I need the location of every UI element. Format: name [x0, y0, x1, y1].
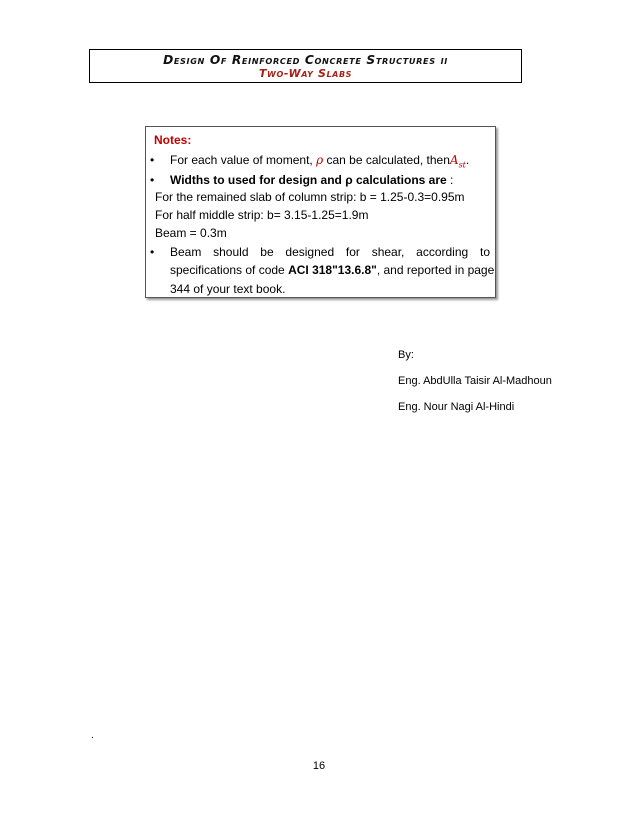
- signature-block: [398, 345, 552, 423]
- stray-dot: .: [91, 730, 94, 741]
- author-name: Eng. AbdUlla Taisir Al-Madhoun: [398, 375, 552, 387]
- bullet-icon: •: [150, 173, 155, 187]
- author-name: Eng. Nour Nagi Al-Hindi: [398, 401, 515, 413]
- widths-heading: Widths to used for design and ρ calculations are: [170, 173, 447, 187]
- bullet-icon: •: [150, 245, 155, 259]
- signature-by: By:: [398, 349, 414, 361]
- rho-symbol: ρ: [316, 153, 324, 167]
- note-text: For each value of moment,: [170, 153, 313, 167]
- header-title: Design Of Reinforced Concrete Structures ii: [163, 53, 448, 67]
- notes-box: Notes: • For each value of moment, ρ can be calculated, thenA$_{st}$. • Widths to used for design and ρ calculations are : For the remained slab of column strip: b = 1.25-0.3=0.95m For half middle strip: b= 3.15-1.25=1.9m Beam = 0.3m • Beam should be designed for shear, according to specifications of code ACI 318"13.6.8", and reported in page 344 of your text book.: [145, 126, 496, 298]
- ast-symbol: $A_{st}$: [449, 153, 466, 170]
- note-text: 344 of your text book.: [170, 282, 286, 296]
- beam-width: Beam = 0.3m: [155, 226, 227, 240]
- aci-code-reference: ACI 318"13.6.8": [288, 263, 377, 277]
- page-header: [89, 49, 522, 83]
- middle-strip-width: For half middle strip: b= 3.15-1.25=1.9m: [155, 208, 369, 222]
- column-strip-width: For the remained slab of column strip: b = 1.25-0.3=0.95m: [155, 190, 465, 204]
- bullet-icon: •: [150, 153, 155, 167]
- note-text: can be calculated, then: [326, 153, 450, 167]
- page-number: 16: [312, 760, 326, 772]
- header-subtitle: Two-Way Slabs: [258, 67, 353, 80]
- notes-title: Notes:: [154, 133, 192, 147]
- note-text: Beam should be designed for shear, according to: [170, 245, 490, 259]
